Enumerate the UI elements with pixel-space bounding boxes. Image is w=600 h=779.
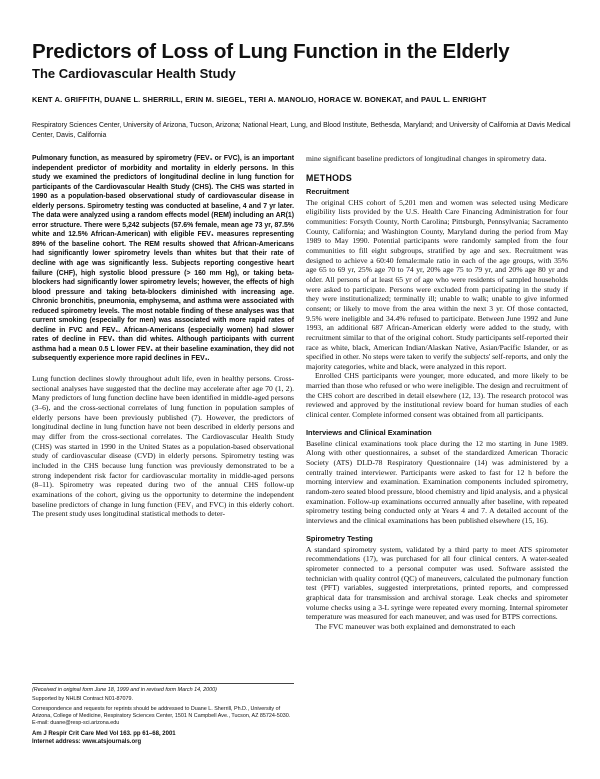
recruitment-heading: Recruitment	[306, 186, 350, 196]
right-column	[306, 154, 568, 632]
journal-citation: Am J Respir Crit Care Med Vol 163. pp 61–68, 2001	[32, 731, 176, 738]
received-dates: (Received in original form June 18, 1999 and in revised form March 14, 2000)	[32, 687, 217, 693]
abstract: Pulmonary function, as measured by spirometry (FEV₁ or FVC), is an important independent predictor of morbidity and mortality in elderly persons. In this study we examined the predictors of longitudinal decline in lung function for participants of the Cardiovascular Health Study (CHS). The CHS was started in 1990 as a population-based observational study of cardiovascular disease in elderly persons. Spirometry testing was conducted at baseline, 4 and 7 yr later. The data were analyzed using a random effects model (REM) including an AR(1) error structure. There were 5,242 subjects (57.6% female, mean age 73 yr, 87.5% white and 12.5% African-American) with eligible FEV₁ measures representing 89% of the baseline cohort. The REM results showed that African-Americans had significantly lower spirometry levels than whites but that their rate of decline with age was significantly less. Subjects reporting congestive heart failure (CHF), high systolic blood pressure (> 160 mm Hg), or taking beta-blockers had significantly lower spirometry levels; however, the effects of high blood pressure and taking beta-blockers diminished with increasing age. Chronic bronchitis, pneumonia, emphysema, and asthma were associated with reduced spirometry levels. The most notable finding of these analyses was that current smoking (especially for men) was associated with more rapid rates of decline in FVC and FEV₁. African-Americans (especially women) had slower rates of decline in FEV₁ than did whites. Although participants with current asthma had a mean 0.5 L lower FEV₁ at their baseline examination, they did not subsequently experience more rapid declines in FEV₁.	[32, 155, 294, 363]
introduction-paragraph: Lung function declines slowly throughout adult life, even in healthy persons. Cross-sectional analyses have suggested that the decline may accelerate after age 70 (1, 2). Many predictors of lung function decline have been identified in middle-aged persons (3–6), and the cross-sectional correlates of lung function in population samples of elderly persons have been previously published (7). However, the predictors of longitudinal decline in lung function have not been described in elderly persons and may differ from the cross-sectional correlates. The Cardiovascular Health Study (CHS) was started in 1990 in the United States as a population-based observational study of cardiovascular disease (CVD) in elderly persons. Spirometry testing was included in the CHS because lung function was previously demonstrated to be a strong independent risk factor for cardiovascular mortality in middle-aged persons (8–11). Spirometry was repeated during two of the annual CHS follow-up examinations of the cohort, giving us the opportunity to determine the independent baseline predictors of change in lung function (FEV₁ and FVC) in this elderly cohort. The present study uses longitudinal statistical methods to deter-	[32, 374, 294, 519]
article-subtitle: The Cardiovascular Health Study	[32, 66, 236, 81]
footnotes	[32, 683, 294, 746]
author-list: KENT A. GRIFFITH, DUANE L. SHERRILL, ERIN M. SIEGEL, TERI A. MANOLIO, HORACE W. BONEKAT, and PAUL L. ENRIGHT	[32, 95, 487, 104]
recruitment-paragraph-2: Enrolled CHS participants were younger, more educated, and more likely to be married than those who refused or who were ineligible. The design and recruitment of the CHS cohort are described in detail elsewhere (12, 13). The research protocol was reviewed and approved by the institutional review board for human studies of each clinical center. Complete informed consent was obtained from all participants.	[306, 371, 568, 420]
correspondence-note: Correspondence and requests for reprints should be addressed to Duane L. Sherrill, Ph.D., University of Arizona, College of Medicine, Respiratory Sciences Center, 1501 N Campbell Ave., Tucson, AZ 85724-5030. E-mail: duane@resp-sci.arizona.edu	[32, 705, 291, 727]
journal-url: Internet address: www.atsjournals.org	[32, 739, 142, 746]
left-column	[32, 154, 294, 519]
interviews-paragraph: Baseline clinical examinations took place during the 12 mo starting in June 1989. Along with other questionnaires, a subset of the standardized American Thoracic Society (ATS) DLD-78 Respiratory Questionnaire (14) was administered by a centrally trained interviewer. Participants were asked to fast for 12 h before the morning interview and examination. Examination components included spirometry, random-zero seated blood pressure, blood chemistry and lipid analysis, and a physical examination. Follow-up examinations occurred annually after baseline, with repeated spirometry testing being conducted only at Years 4 and 7. A detailed account of the interviews and the clinical examinations has been published elsewhere (15, 16).	[306, 438, 568, 525]
methods-heading: METHODS	[306, 172, 353, 183]
spirometry-paragraph-2: The FVC maneuver was both explained and demonstrated to each	[315, 621, 516, 631]
intro-continuation: mine significant baseline predictors of longitudinal changes in spirometry data.	[306, 154, 547, 163]
interviews-heading: Interviews and Clinical Examination	[306, 427, 432, 437]
footnote-divider	[32, 683, 294, 684]
recruitment-paragraph-1: The original CHS cohort of 5,201 men and women was selected using Medicare eligibility lists provided by the U.S. Health Care Financing Administration for four communities: Forsyth County, North Carolina; Pittsburgh, Pennsylvania; Sacramento County, California; and Washington County, Maryland during the period from May 1989 to May 1990. Potential participants were randomly sampled from the four communities to fill eight subgroups, stratified by age and sex. Recruitment was designed to achieve a 60:40 female:male ratio in each of the age groups, with 35% age 65 to 69 yr, 25% age 70 to 74 yr, 20% age 75 to 79 yr, and 20% age 80 yr and older. All persons of at least 65 yr of age who were residents of sampled households were asked to participate. Persons were excluded from participating in the study if they were institutionalized; terminally ill; unable to walk; unable to give informed consent; or likely to move from the area within the next 3 yr. Of those contacted, 9.5% were ineligible and 34.4% refused to participate. Between June 1992 and June 1993, an additional 687 African-American elderly were added to the study, with recruitment similar to that of the original cohort. Study participants self-reported their race as white, black, American Indian/Alaskan Native, Asian/Pacific Islander, or as specified in other. No steps were taken to verify the subjects' self-reports, and only the majority categories, white and black, were analyzed in this report.	[306, 197, 569, 371]
funding-note: Supported by NHLBI Contract N01-87079.	[32, 696, 133, 703]
spirometry-paragraph-1: A standard spirometry system, validated by a third party to meet ATS spirometer recommendations (17), was purchased for all four clinical centers. A water-sealed spirometer connected to a personal computer was used. Software assisted the technician with quality control (QC) of maneuvers, calculated the pulmonary function test (PFT) variables, suggested interpretations, printed reports, and compressed graphical data for transmission and archival storage. Leak checks and spirometer volume checks using a 3-L syringe were repeated every morning. Internal spirometer temperature was measured for each maneuver, and was used for BTPS corrections.	[306, 544, 568, 622]
affiliations: Respiratory Sciences Center, University of Arizona, Tucson, Arizona; National Heart, Lung, and Blood Institute, Bethesda, Maryland; and University of California at Davis Medical Center, Davis, California	[32, 122, 571, 139]
article-title: Predictors of Loss of Lung Function in the Elderly	[32, 40, 510, 63]
spirometry-heading: Spirometry Testing	[306, 533, 373, 543]
